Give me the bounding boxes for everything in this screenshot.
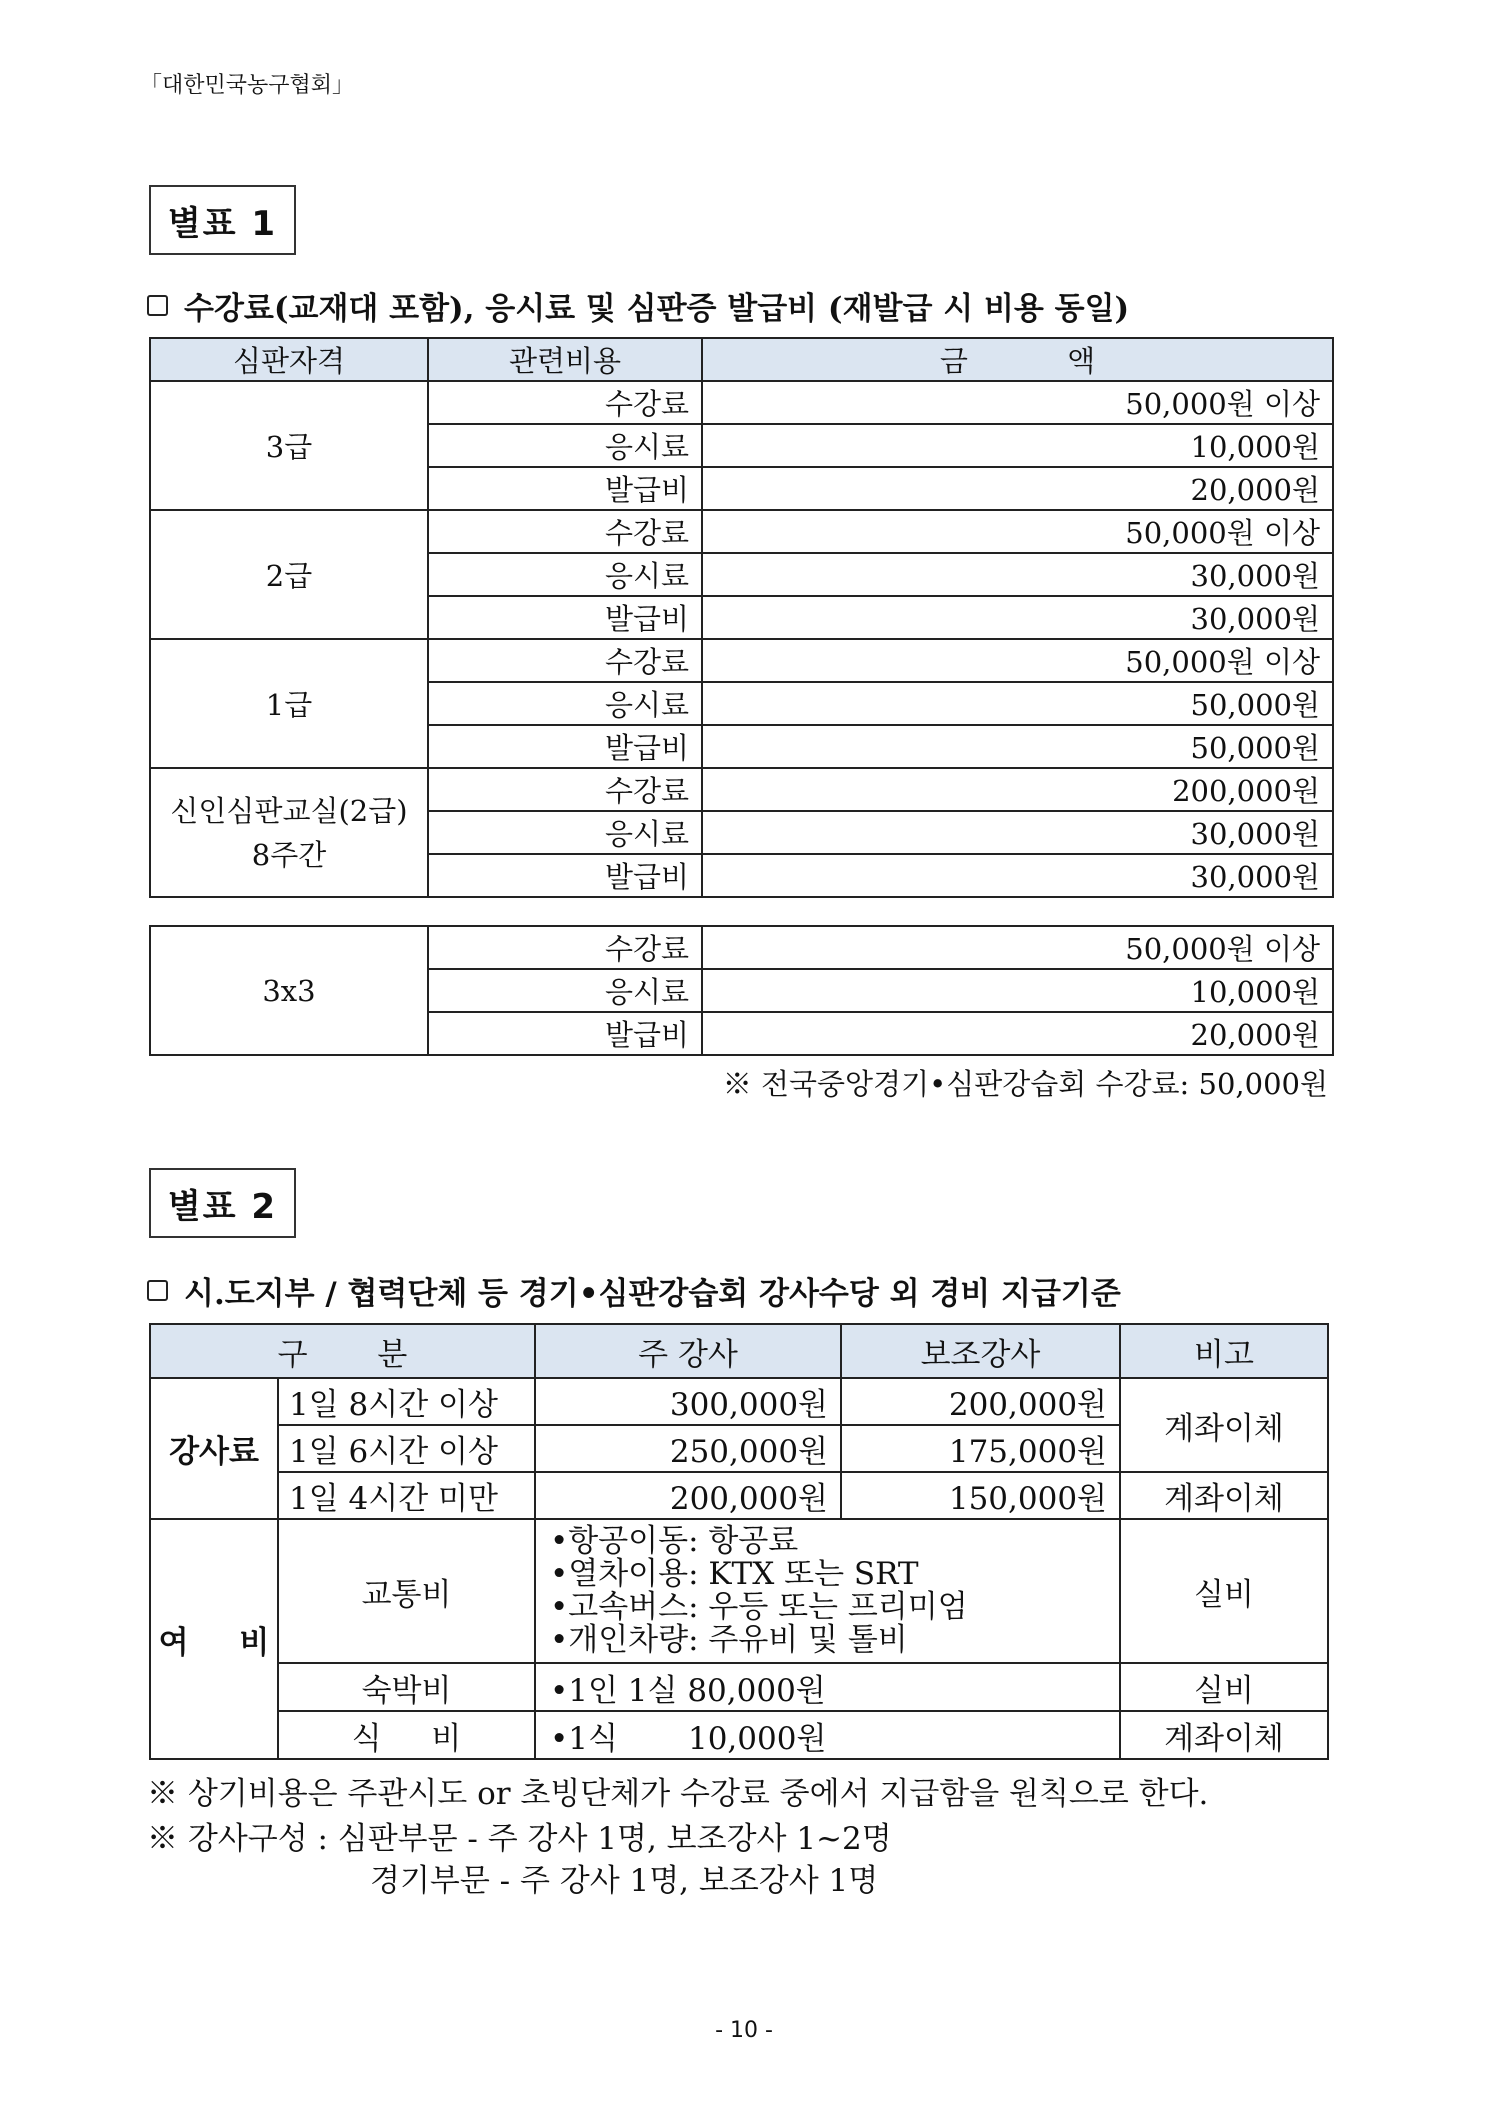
item-cell: 응시료: [428, 811, 702, 854]
appendix-2-heading: [147, 1268, 1121, 1313]
item-cell: 수강료: [428, 510, 702, 553]
table-row: [150, 1663, 1328, 1711]
transport-details: [535, 1519, 1120, 1663]
checkbox-square-icon: [147, 1280, 168, 1301]
remark-cell: 계좌이체: [1120, 1378, 1328, 1472]
item-cell: 발급비: [428, 467, 702, 510]
item-cell: 응시료: [428, 682, 702, 725]
amount-cell: 20,000원: [702, 1012, 1333, 1055]
table-row: [150, 1378, 1328, 1425]
table-row: [150, 1519, 1328, 1663]
amount-cell: 30,000원: [702, 854, 1333, 897]
remark-cell: 실비: [1120, 1519, 1328, 1663]
table-header-row: [150, 338, 1333, 381]
amount-cell: 50,000원: [702, 682, 1333, 725]
lodging-value: •1인 1실 80,000원: [535, 1663, 1120, 1711]
remark-cell: 계좌이체: [1120, 1472, 1328, 1519]
item-cell: 발급비: [428, 854, 702, 897]
appendix-1-heading: [147, 283, 1129, 328]
appendix-1-tag: 별표 1: [149, 185, 296, 255]
amount-cell: 30,000원: [702, 811, 1333, 854]
condition-cell: 1일 8시간 이상: [278, 1378, 535, 1425]
checkbox-square-icon: [147, 295, 168, 316]
amount-cell: 20,000원: [702, 467, 1333, 510]
table-header-row: [150, 1324, 1328, 1378]
table-row: [150, 1472, 1328, 1519]
amount-cell: 30,000원: [702, 553, 1333, 596]
col-header-amount: 금 액: [702, 338, 1333, 381]
meal-label: 식 비: [278, 1711, 535, 1759]
remark-cell: 계좌이체: [1120, 1711, 1328, 1759]
note-game-section: 경기부문 - 주 강사 1명, 보조강사 1명: [370, 1863, 879, 1899]
heading-text: 수강료(교재대 포함), 응시료 및 심판증 발급비 (재발급 시 비용 동일): [184, 291, 1130, 327]
main-fee-cell: 300,000원: [535, 1378, 841, 1425]
grade-cell: 1급: [150, 639, 428, 768]
main-fee-cell: 250,000원: [535, 1425, 841, 1472]
amount-cell: 50,000원 이상: [702, 639, 1333, 682]
item-cell: 응시료: [428, 969, 702, 1012]
amount-cell: 10,000원: [702, 969, 1333, 1012]
list-item: •항공이동: 항공료: [550, 1523, 799, 1559]
instructor-fee-table: [149, 1323, 1329, 1760]
table-row: [150, 926, 1333, 969]
item-cell: 응시료: [428, 424, 702, 467]
fee-table: [149, 337, 1334, 898]
list-item: •개인차량: 주유비 및 톨비: [550, 1622, 908, 1658]
travel-expense-label: 여 비: [150, 1519, 278, 1759]
amount-cell: 50,000원: [702, 725, 1333, 768]
grade-duration: 8주간: [251, 837, 327, 872]
organization-header: 「대한민국농구협회」: [140, 73, 355, 98]
amount-cell: 50,000원 이상: [702, 381, 1333, 424]
note-instructor-composition: ※ 강사구성 : 심판부문 - 주 강사 1명, 보조강사 1~2명: [147, 1821, 892, 1857]
table-row: [150, 1711, 1328, 1759]
col-header-item: 관련비용: [428, 338, 702, 381]
fee-note: ※ 전국중앙경기•심판강습회 수강료: 50,000원: [722, 1067, 1328, 1101]
grade-cell: 2급: [150, 510, 428, 639]
amount-cell: 50,000원 이상: [702, 510, 1333, 553]
assist-fee-cell: 150,000원: [841, 1472, 1120, 1519]
item-cell: 수강료: [428, 926, 702, 969]
heading-text: 시.도지부 / 협력단체 등 경기•심판강습회 강사수당 외 경비 지급기준: [184, 1276, 1121, 1312]
col-header-category: 구 분: [150, 1324, 535, 1378]
item-cell: 발급비: [428, 1012, 702, 1055]
grade-name: 신인심판교실(2급): [170, 793, 408, 828]
col-header-main: 주 강사: [535, 1324, 841, 1378]
amount-cell: 200,000원: [702, 768, 1333, 811]
amount-cell: 30,000원: [702, 596, 1333, 639]
transport-label: 교통비: [278, 1519, 535, 1663]
note-payment-principle: ※ 상기비용은 주관시도 or 초빙단체가 수강료 중에서 지급함을 원칙으로 한다.: [147, 1776, 1209, 1812]
amount-cell: 50,000원 이상: [702, 926, 1333, 969]
lecture-fee-label: 강사료: [150, 1378, 278, 1519]
item-cell: 발급비: [428, 596, 702, 639]
col-header-remark: 비고: [1120, 1324, 1328, 1378]
remark-cell: 실비: [1120, 1663, 1328, 1711]
page-number: - 10 -: [715, 2018, 773, 2043]
amount-cell: 10,000원: [702, 424, 1333, 467]
table-row: [150, 510, 1333, 553]
grade-cell: 3x3: [150, 926, 428, 1055]
lodging-label: 숙박비: [278, 1663, 535, 1711]
col-header-assist: 보조강사: [841, 1324, 1120, 1378]
item-cell: 수강료: [428, 639, 702, 682]
meal-amount: 10,000원: [687, 1720, 827, 1757]
condition-cell: 1일 4시간 미만: [278, 1472, 535, 1519]
list-item: •열차이용: KTX 또는 SRT: [550, 1556, 919, 1592]
condition-cell: 1일 6시간 이상: [278, 1425, 535, 1472]
item-cell: 발급비: [428, 725, 702, 768]
grade-cell: 3급: [150, 381, 428, 510]
grade-cell: [150, 768, 428, 897]
list-item: •고속버스: 우등 또는 프리미엄: [550, 1589, 968, 1625]
table-row: [150, 381, 1333, 424]
assist-fee-cell: 175,000원: [841, 1425, 1120, 1472]
item-cell: 수강료: [428, 381, 702, 424]
table-row: [150, 639, 1333, 682]
item-cell: 응시료: [428, 553, 702, 596]
assist-fee-cell: 200,000원: [841, 1378, 1120, 1425]
appendix-2-tag: 별표 2: [149, 1168, 296, 1238]
meal-value: [535, 1711, 1120, 1759]
item-cell: 수강료: [428, 768, 702, 811]
main-fee-cell: 200,000원: [535, 1472, 841, 1519]
fee-table-3x3: [149, 925, 1334, 1056]
col-header-grade: 심판자격: [150, 338, 428, 381]
table-row: [150, 768, 1333, 811]
meal-unit: •1식: [550, 1720, 618, 1757]
